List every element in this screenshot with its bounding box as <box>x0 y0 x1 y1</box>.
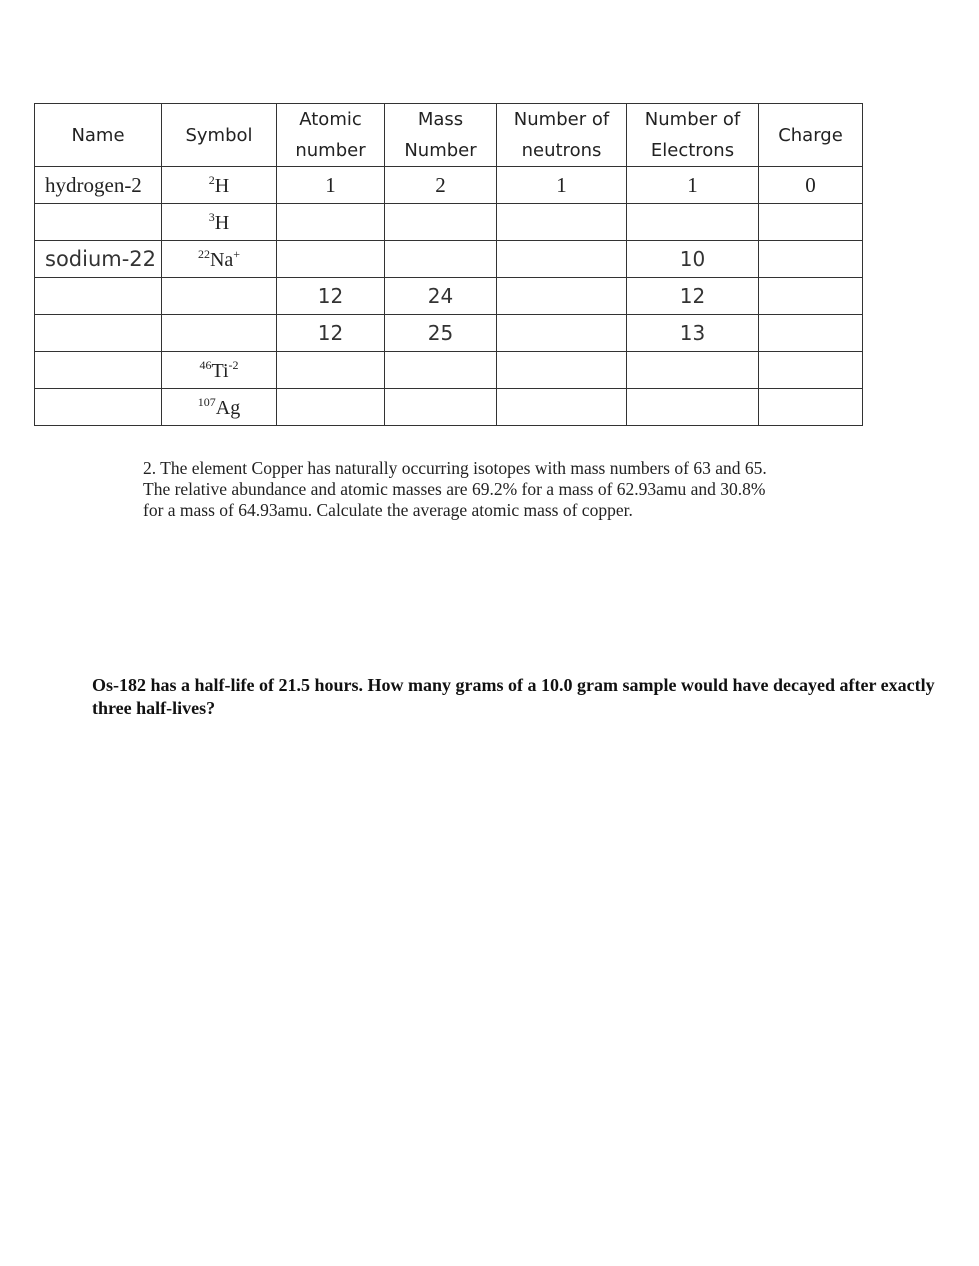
cell-name <box>35 315 162 352</box>
cell-neutrons <box>497 389 627 426</box>
table-row <box>35 167 863 204</box>
header-mass-number: Mass Number <box>385 104 497 167</box>
cell-neutrons: 1 <box>497 167 627 204</box>
cell-electrons: 1 <box>627 167 759 204</box>
cell-mass-number: 24 <box>385 278 497 315</box>
cell-name: hydrogen-2 <box>35 167 162 204</box>
cell-atomic-number <box>277 389 385 426</box>
header-charge: Charge <box>759 104 863 167</box>
cell-electrons <box>627 352 759 389</box>
cell-neutrons <box>497 241 627 278</box>
cell-name <box>35 352 162 389</box>
cell-symbol <box>162 315 277 352</box>
cell-electrons: 12 <box>627 278 759 315</box>
cell-atomic-number: 12 <box>277 315 385 352</box>
table-row <box>35 352 863 389</box>
cell-atomic-number <box>277 241 385 278</box>
cell-atomic-number <box>277 352 385 389</box>
cell-charge <box>759 315 863 352</box>
cell-symbol: $^3$H <box>162 204 277 241</box>
cell-charge <box>759 352 863 389</box>
cell-mass-number <box>385 241 497 278</box>
header-electrons: Number of Electrons <box>627 104 759 167</box>
cell-electrons: 10 <box>627 241 759 278</box>
question-half-life: Os-182 has a half-life of 21.5 hours. How many grams of a 10.0 gram sample would have decayed after exactly three half-lives? <box>92 675 935 718</box>
cell-atomic-number <box>277 204 385 241</box>
cell-symbol: $^{107}$Ag <box>162 389 277 426</box>
cell-charge <box>759 278 863 315</box>
cell-symbol: $^{22}$Na+ <box>162 241 277 278</box>
cell-name <box>35 204 162 241</box>
cell-name: sodium-22 <box>35 241 162 278</box>
cell-symbol: $^{46}Ti^{-2}$ <box>162 352 277 389</box>
cell-charge <box>759 204 863 241</box>
table-row <box>35 241 863 278</box>
header-atomic-number: Atomic number <box>277 104 385 167</box>
table-row <box>35 315 863 352</box>
cell-mass-number <box>385 204 497 241</box>
question-2 <box>143 458 843 521</box>
cell-name <box>35 278 162 315</box>
cell-charge <box>759 241 863 278</box>
cell-neutrons <box>497 278 627 315</box>
isotope-table <box>34 103 863 426</box>
cell-mass-number: 2 <box>385 167 497 204</box>
cell-mass-number <box>385 352 497 389</box>
cell-neutrons <box>497 352 627 389</box>
cell-mass-number <box>385 389 497 426</box>
header-name: Name <box>35 104 162 167</box>
table-row <box>35 204 863 241</box>
question-2-line: The relative abundance and atomic masses are 69.2% for a mass of 62.93amu and 30.8% <box>143 479 766 499</box>
table-row <box>35 389 863 426</box>
question-2-line: 2. The element Copper has naturally occurring isotopes with mass numbers of 63 and 65. <box>143 458 767 478</box>
cell-neutrons <box>497 315 627 352</box>
cell-symbol: $^2$H <box>162 167 277 204</box>
header-neutrons: Number of neutrons <box>497 104 627 167</box>
cell-atomic-number: 12 <box>277 278 385 315</box>
table-header-row <box>35 104 863 167</box>
question-2-line: for a mass of 64.93amu. Calculate the average atomic mass of copper. <box>143 500 633 520</box>
cell-symbol <box>162 278 277 315</box>
header-symbol: Symbol <box>162 104 277 167</box>
cell-electrons <box>627 389 759 426</box>
cell-mass-number: 25 <box>385 315 497 352</box>
cell-charge: 0 <box>759 167 863 204</box>
cell-name <box>35 389 162 426</box>
cell-charge <box>759 389 863 426</box>
cell-neutrons <box>497 204 627 241</box>
table-row <box>35 278 863 315</box>
cell-electrons <box>627 204 759 241</box>
cell-electrons: 13 <box>627 315 759 352</box>
cell-atomic-number: 1 <box>277 167 385 204</box>
